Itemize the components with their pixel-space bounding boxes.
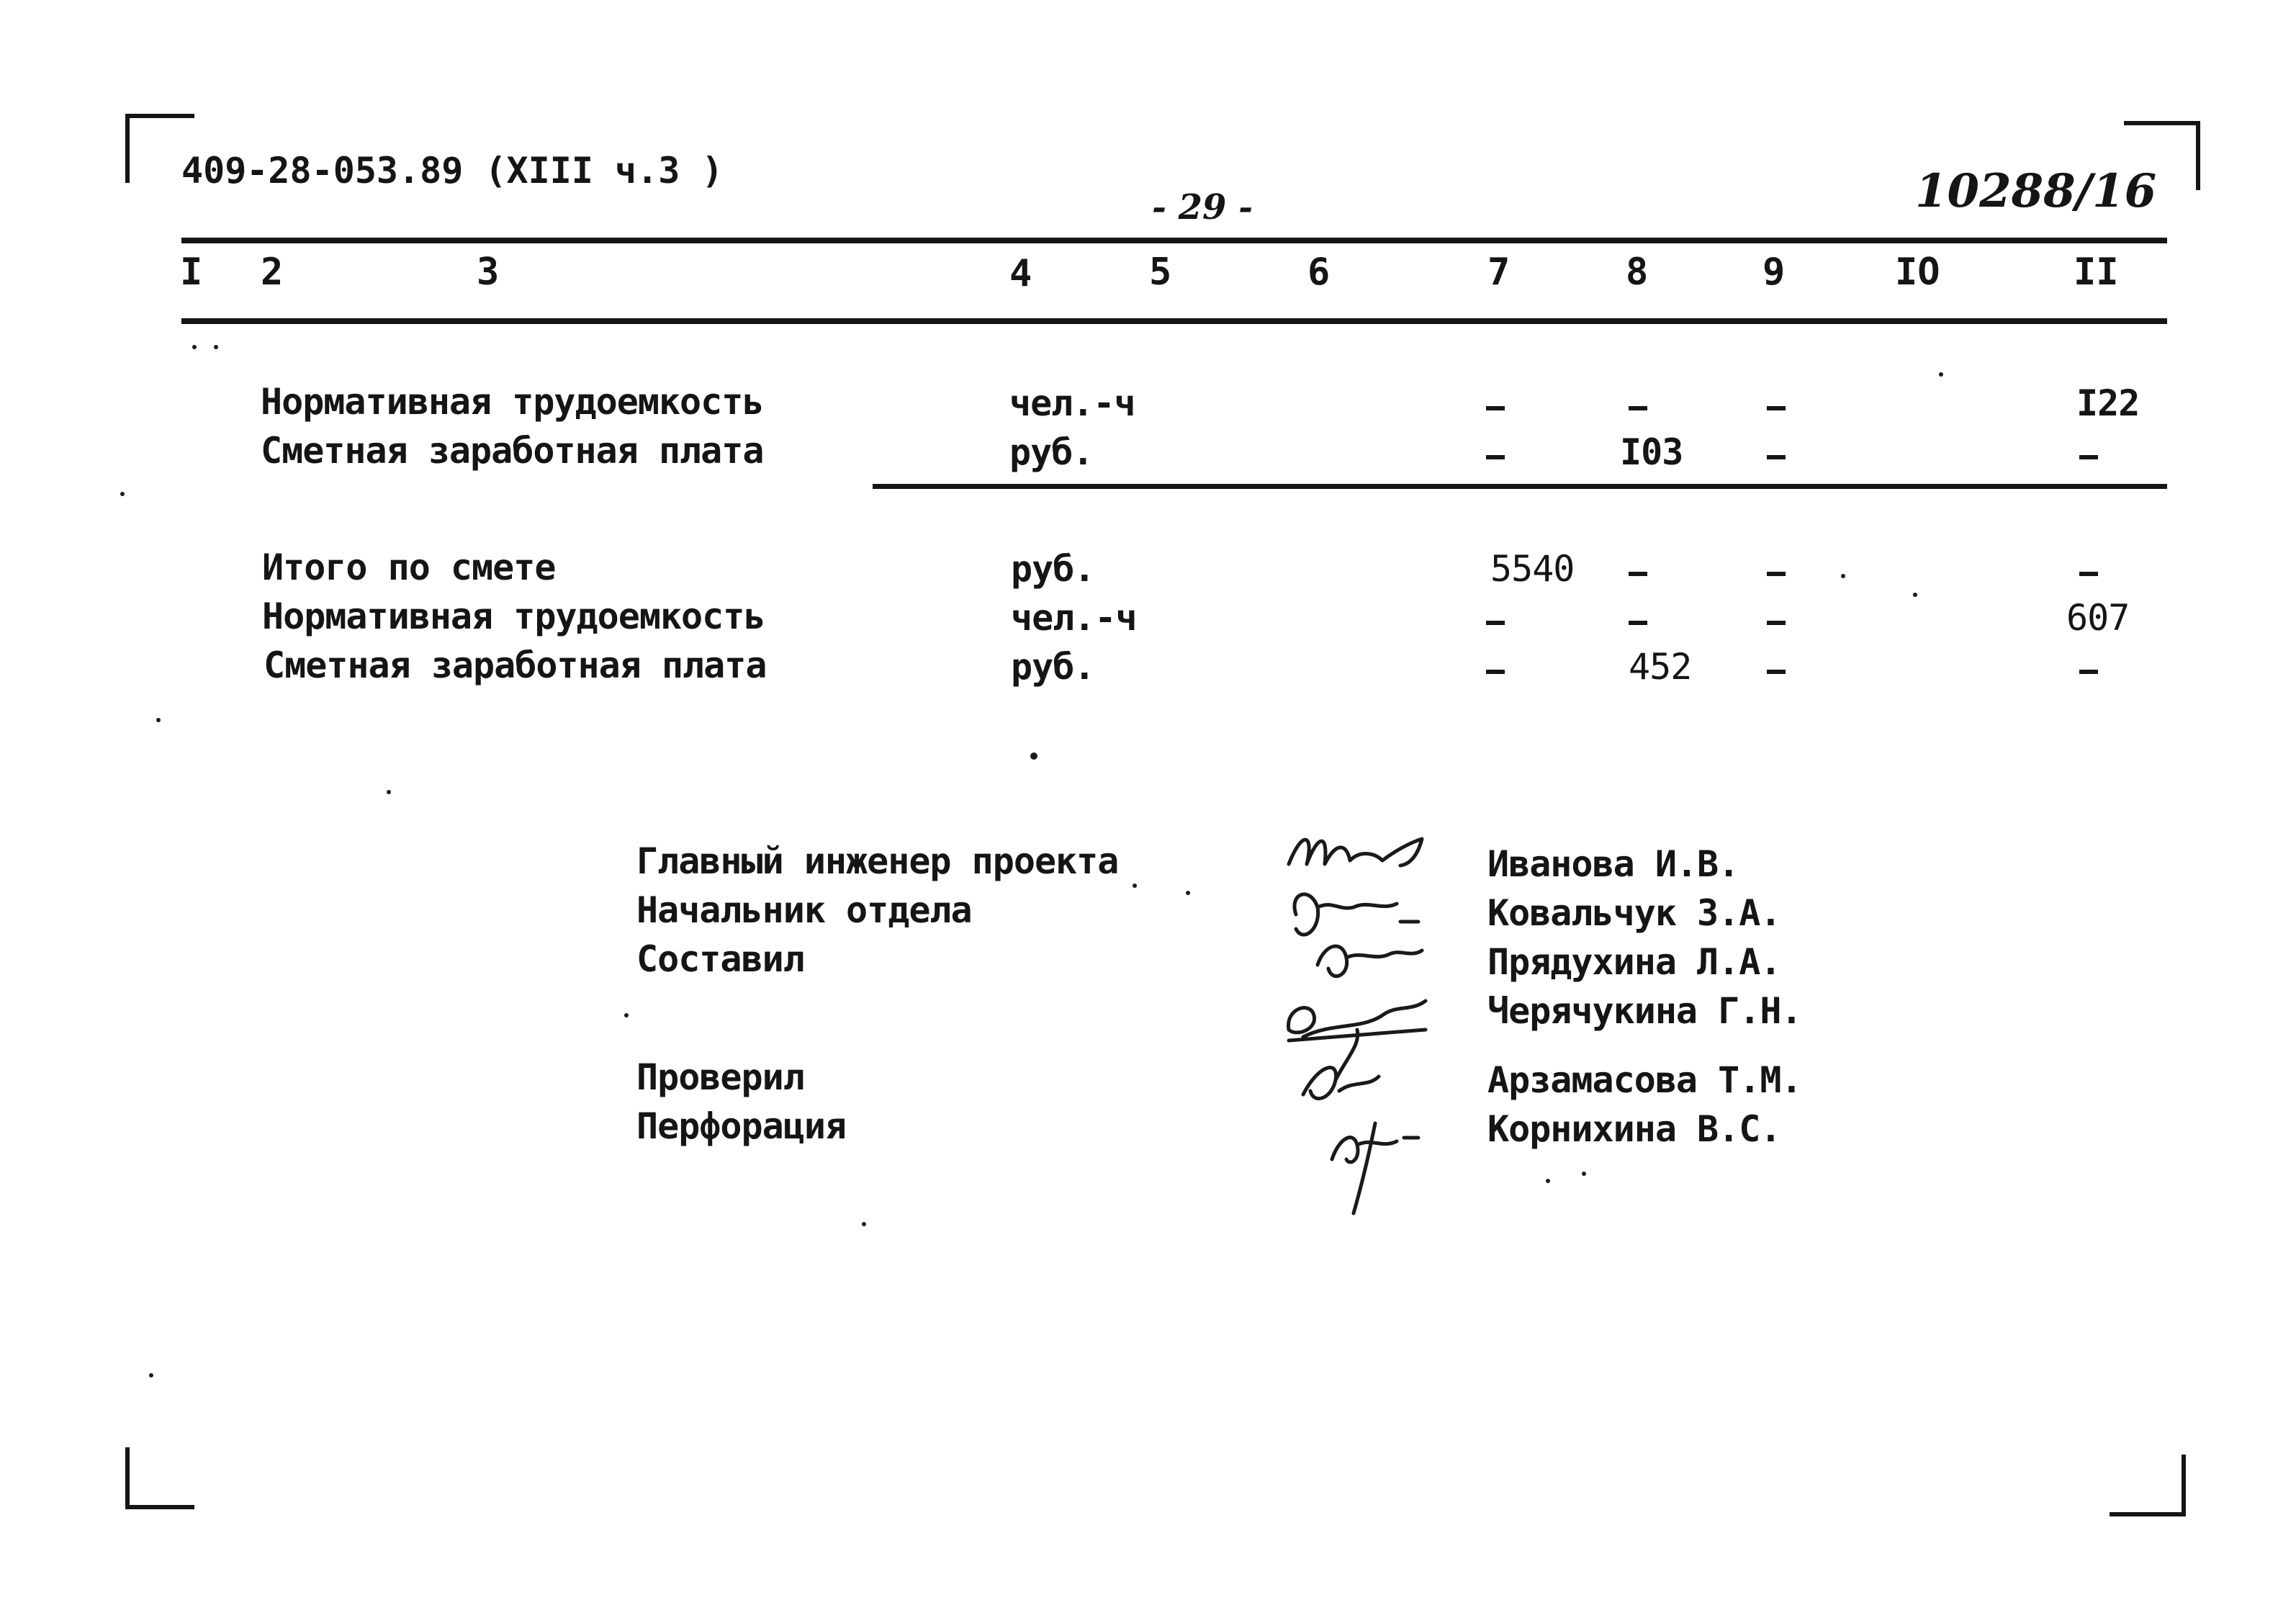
column-number: I: [180, 251, 203, 294]
signature-role: Составил: [636, 938, 804, 980]
signature-role: Проверил: [636, 1056, 804, 1098]
col11-value: I22: [2076, 382, 2140, 424]
row-name: Сметная заработная плата: [264, 644, 767, 686]
row-name: Сметная заработная плата: [261, 430, 764, 472]
signatory-name: Прядухина Л.А.: [1487, 941, 1781, 983]
signatory-name: Ковальчук З.А.: [1487, 892, 1781, 934]
column-number: 2: [261, 251, 284, 294]
signatory-name: Корнихина В.С.: [1487, 1108, 1781, 1150]
row-unit: руб.: [1011, 548, 1095, 590]
signature-role: Главный инженер проекта: [636, 840, 1119, 882]
signatory-name: Арзамасова Т.М.: [1487, 1059, 1802, 1101]
col11-value: 607: [2066, 597, 2130, 639]
signatory-name: Иванова И.В.: [1487, 843, 1739, 885]
col8-value: 452: [1629, 646, 1692, 688]
column-number: 4: [1009, 252, 1032, 295]
column-number: 9: [1762, 251, 1786, 294]
col7-value: 5540: [1490, 548, 1575, 590]
column-number: 7: [1487, 251, 1511, 294]
row-unit: чел.-ч: [1009, 382, 1135, 424]
row-name: Итого по смете: [262, 547, 556, 588]
archive-number: 10288/16: [1915, 164, 2157, 218]
column-number: 6: [1307, 251, 1331, 294]
signature-role: Перфорация: [636, 1105, 847, 1147]
page-number: - 29 -: [1152, 187, 1253, 228]
row-name: Нормативная трудоемкость: [261, 381, 764, 423]
doc-code: 409-28-053.89 (XIII ч.3 ): [181, 150, 724, 192]
signatory-name: Черячукина Г.Н.: [1487, 990, 1802, 1032]
row-name: Нормативная трудоемкость: [262, 595, 765, 637]
column-number: 3: [477, 251, 500, 294]
column-number: II: [2074, 251, 2119, 294]
column-number: 5: [1149, 251, 1172, 294]
row-unit: руб.: [1009, 431, 1094, 473]
column-number: 8: [1626, 251, 1649, 294]
row-unit: руб.: [1011, 646, 1095, 688]
signature-role: Начальник отдела: [636, 889, 972, 931]
col8-value: I03: [1620, 431, 1683, 473]
row-unit: чел.-ч: [1011, 597, 1137, 639]
column-number: IO: [1895, 251, 1940, 294]
